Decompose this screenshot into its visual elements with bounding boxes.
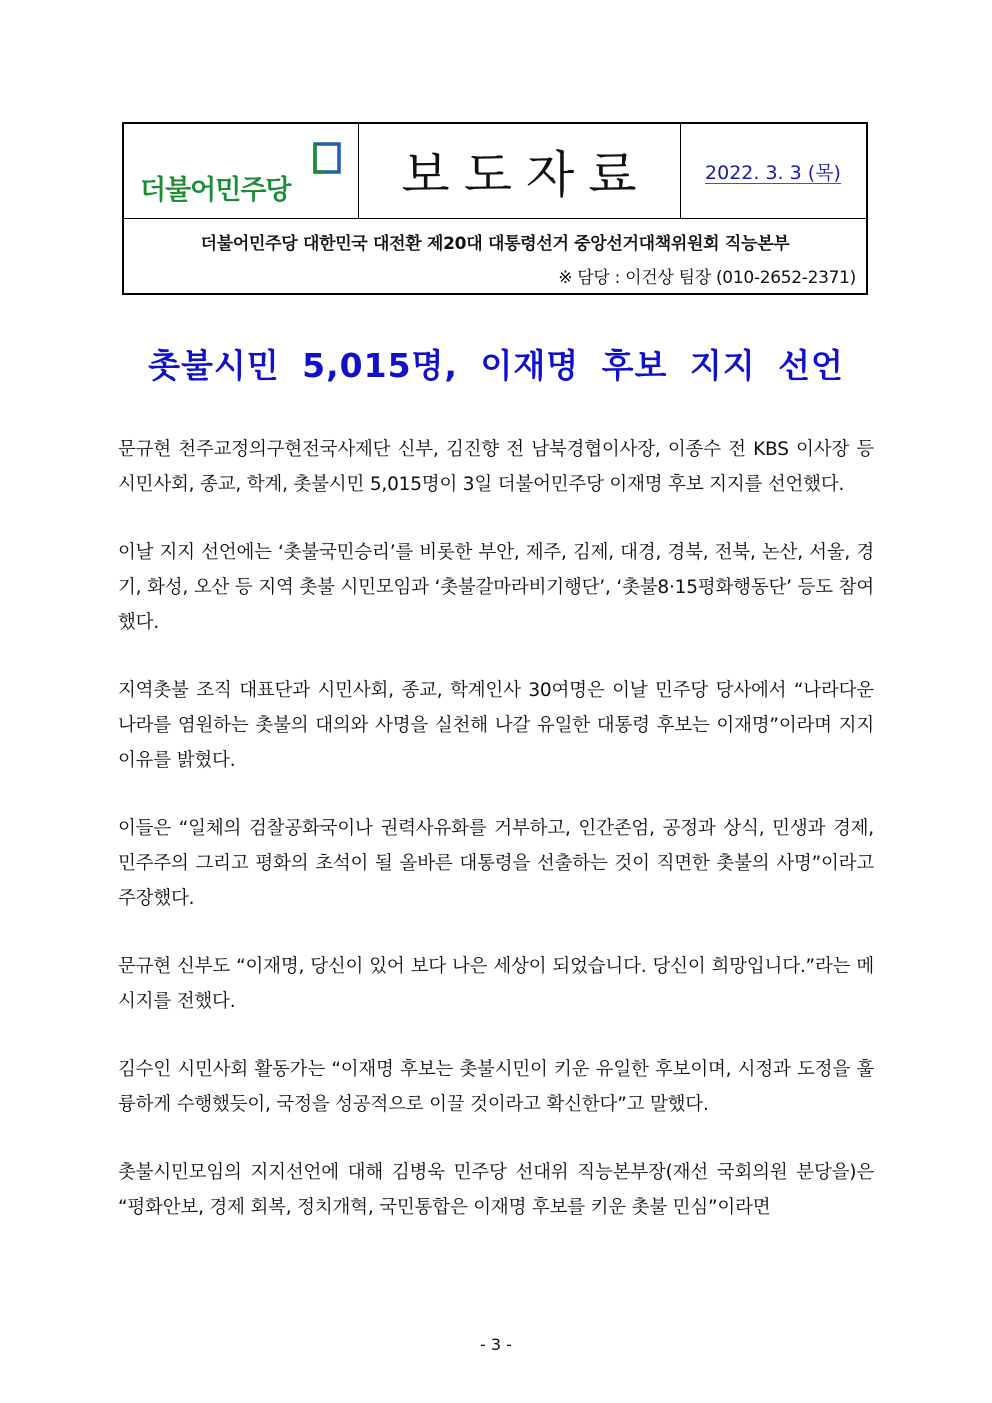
- header-bottom-row: [124, 219, 866, 295]
- release-date: 2022. 3. 3 (목): [705, 161, 841, 184]
- paragraph-6: 김수인 시민사회 활동가는 “이재명 후보는 촛불시민이 키운 유일한 후보이며, 시정과 도정을 훌륭하게 수행했듯이, 국정을 성공적으로 이끌 것이라고 확신한다”고 말했다.: [118, 1059, 874, 1115]
- paragraph-2: 이날 지지 선언에는 ‘촛불국민승리’를 비롯한 부안, 제주, 김제, 대경, 경북, 전북, 논산, 서울, 경기, 화성, 오산 등 지역 촛불 시민모임과 ‘촛불갈마라비기행단’, ‘촛불8·15평화행동단’ 등도 참여했다.: [118, 542, 874, 633]
- contact-info: ※ 담당 : 이건상 팀장 (010-2652-2371): [558, 268, 856, 288]
- document-title: 보도자료: [401, 146, 651, 204]
- logo-cell: [124, 124, 359, 218]
- headline: 촛불시민 5,015명, 이재명 후보 지지 선언: [148, 346, 844, 385]
- header-top-row: [124, 124, 866, 219]
- article-body: [118, 432, 874, 1258]
- party-logo-mark-icon: [312, 142, 342, 174]
- title-cell: [358, 124, 681, 218]
- organization-name: 더불어민주당 대한민국 대전환 제20대 대통령선거 중앙선거대책위원회 직능본부: [200, 234, 790, 254]
- paragraph-3: 지역촛불 조직 대표단과 시민사회, 종교, 학계인사 30여명은 이날 민주당 당사에서 “나라다운 나라를 염원하는 촛불의 대의와 사명을 실천해 나갈 유일한 대통령 후보는 이재명”이라며 지지 이유를 밝혔다.: [118, 680, 874, 771]
- date-cell: [680, 124, 866, 218]
- page-number: - 3 -: [480, 1335, 512, 1354]
- party-logo-text: 더불어민주당: [140, 175, 291, 206]
- paragraph-7: 촛불시민모임의 지지선언에 대해 김병욱 민주당 선대위 직능본부장(재선 국회의원 분당을)은 “평화안보, 경제 회복, 정치개혁, 국민통합은 이재명 후보를 키운 촛불 민심”이라면: [118, 1162, 874, 1218]
- paragraph-1: 문규현 천주교정의구현전국사제단 신부, 김진향 전 남북경협이사장, 이종수 전 KBS 이사장 등 시민사회, 종교, 학계, 촛불시민 5,015명이 3일 더불어민주당 이재명 후보 지지를 선언했다.: [118, 439, 874, 495]
- paragraph-4: 이들은 “일체의 검찰공화국이나 권력사유화를 거부하고, 인간존엄, 공정과 상식, 민생과 경제, 민주주의 그리고 평화의 초석이 될 올바른 대통령을 선출하는 것이 직면한 촛불의 사명”이라고 주장했다.: [118, 818, 874, 909]
- paragraph-5: 문규현 신부도 “이재명, 당신이 있어 보다 나은 세상이 되었습니다. 당신이 희망입니다.”라는 메시지를 전했다.: [118, 956, 874, 1012]
- press-release-header: [122, 122, 868, 295]
